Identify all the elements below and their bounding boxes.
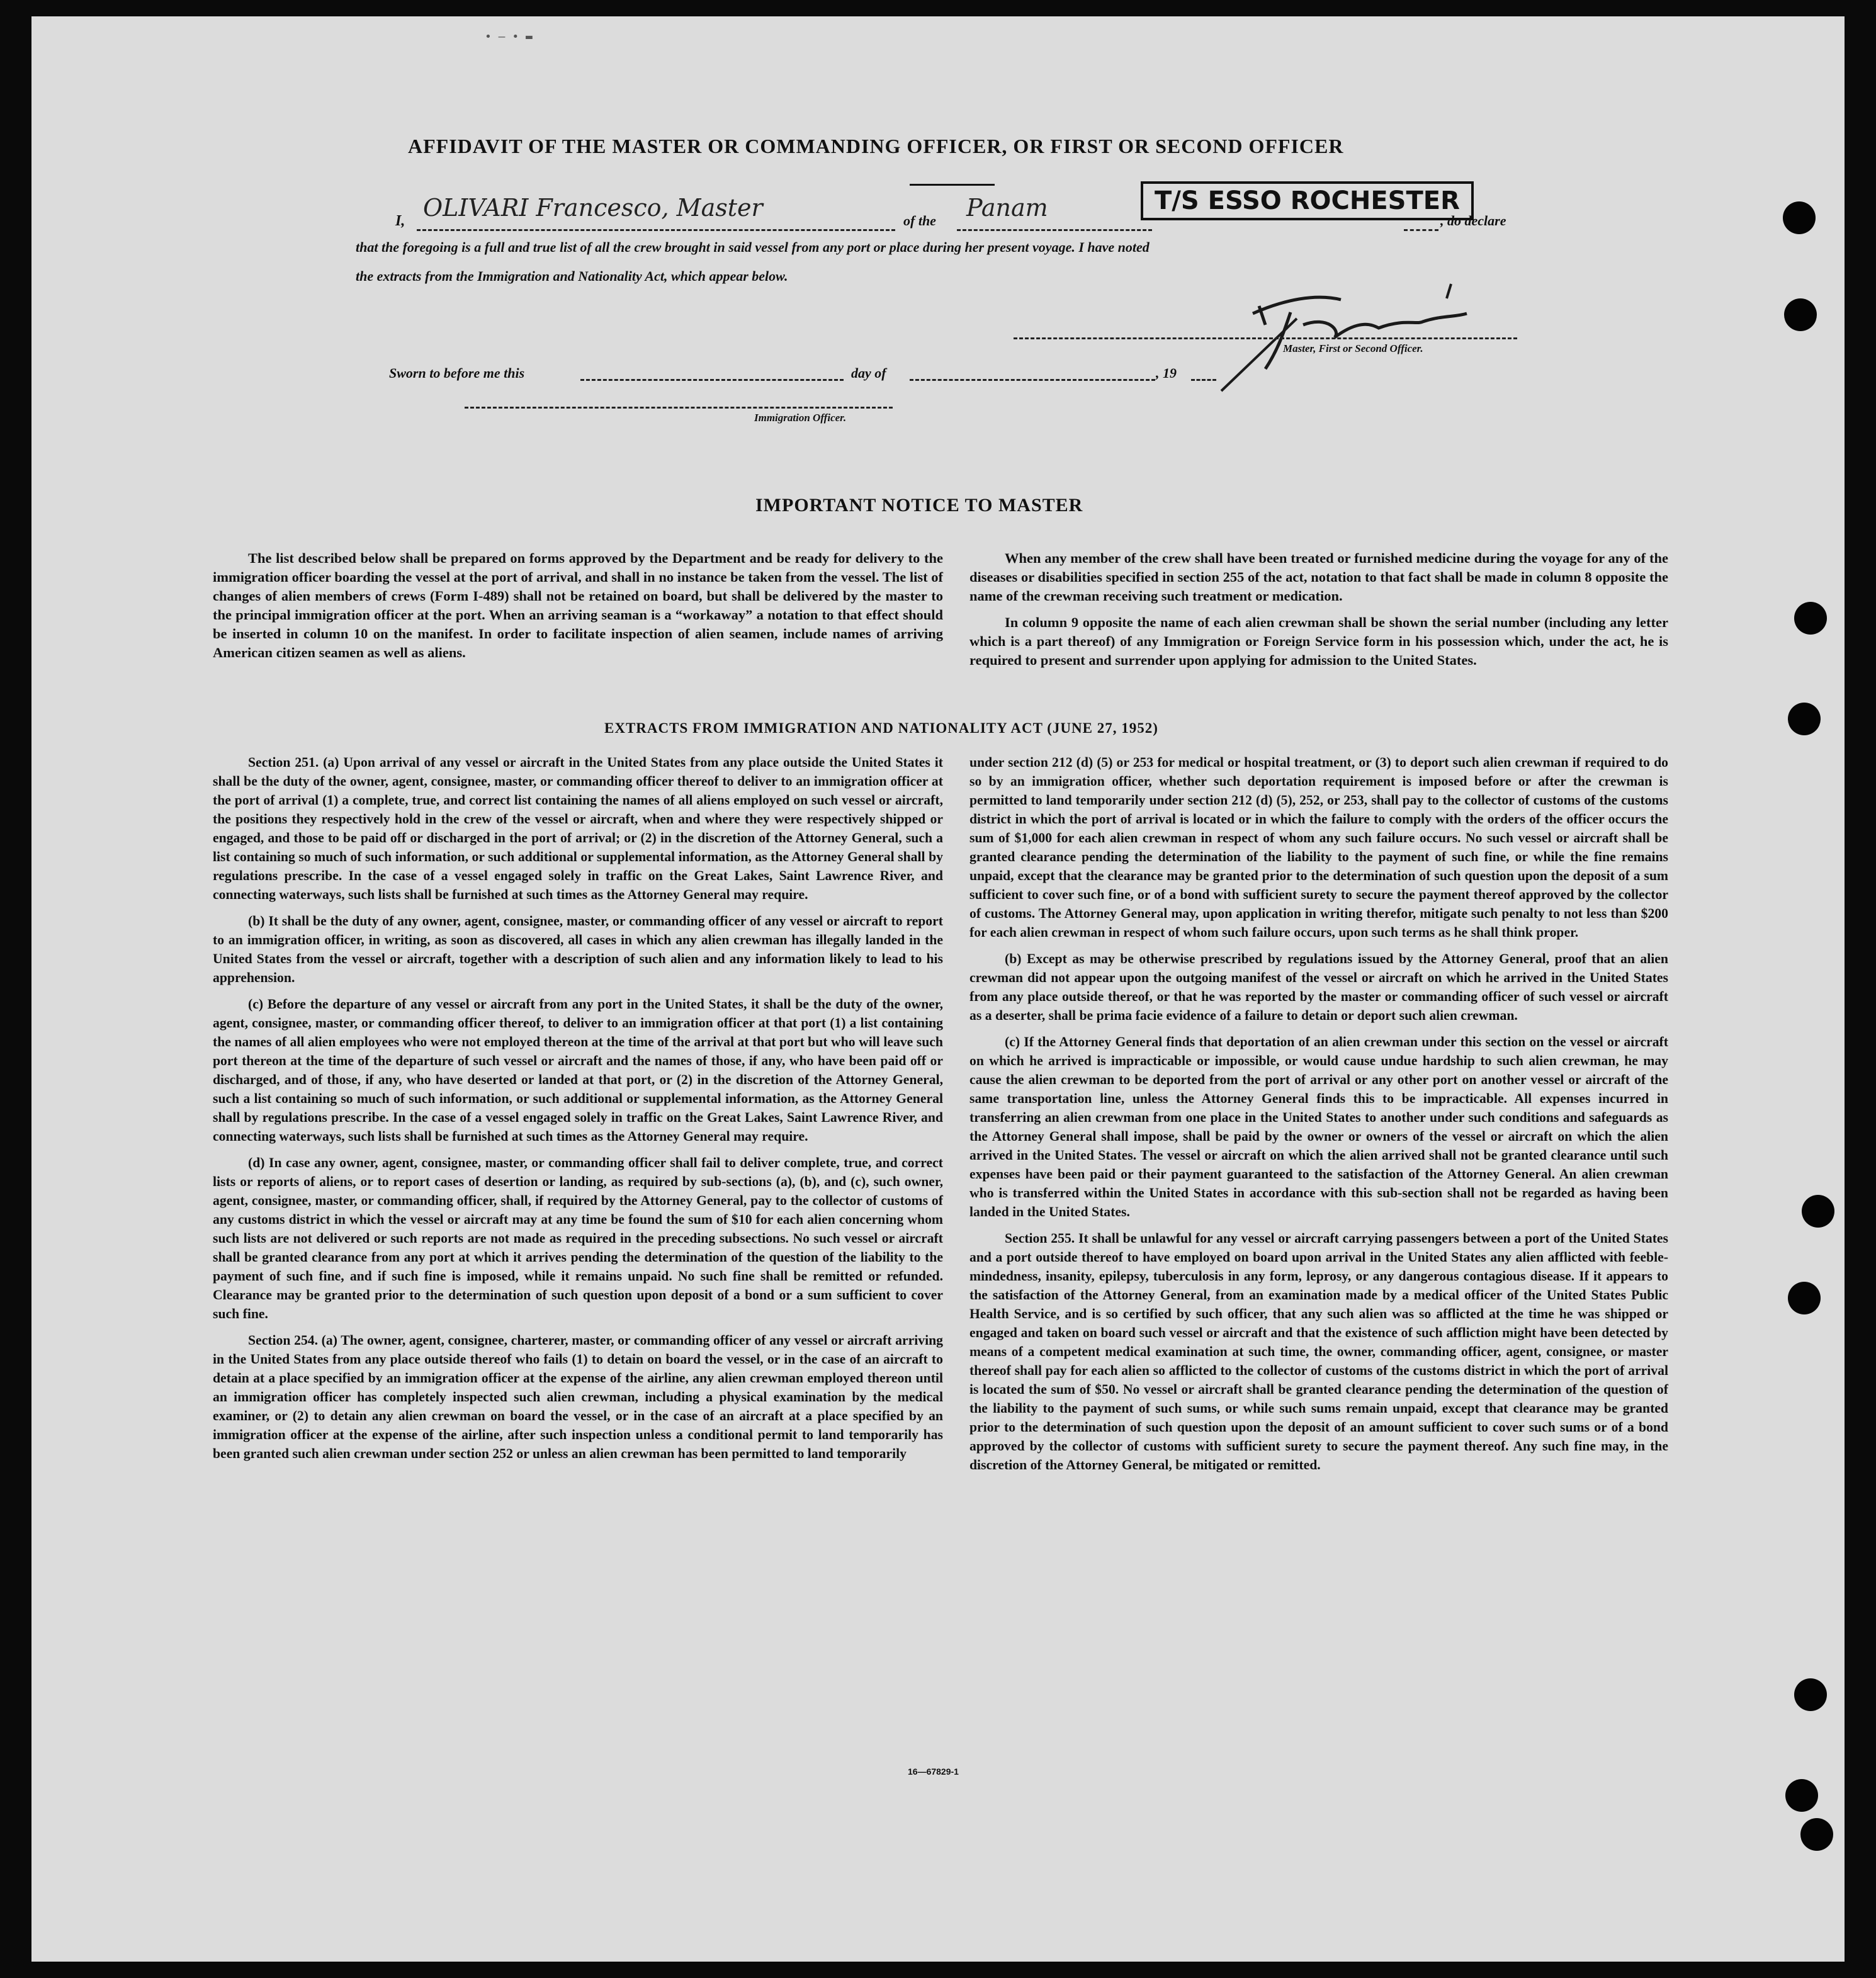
of-the-label: of the [903,213,936,229]
notice-right-column [969,549,1668,677]
declaration-line-2: that the foregoing is a full and true list of all the crew brought in said vessel from any port or place during her present voyage. I have noted [356,239,1150,255]
extract-section-251a: Section 251. (a) Upon arrival of any vessel or aircraft in the United States from any place outside the United States it shall be the duty of the owner, agent, consignee, master, or commanding officer thereof to deliver to an immigration officer at the port of arrival (1) a complete, true, and correct list containing the names of all aliens employed on such vessel or aircraft, the positions they respectively hold in the crew of the vessel or aircraft, when and where they were respectively shipped or engaged, and those to be paid off or discharged in the port of arrival; or (2) in the discretion of the Attorney General, such a list containing so much of such information, or such additional or supplemental information, as the Attorney General shall by regulations prescribe. In the case of a vessel engaged solely in traffic on the Great Lakes, Saint Lawrence River, and connecting waterways, such lists shall be furnished at such times as the Attorney General may require. [213,755,943,902]
punch-hole [1788,1282,1821,1314]
sworn-label: Sworn to before me this [389,365,525,381]
punch-hole [1788,703,1821,735]
extracts-title: EXTRACTS FROM IMMIGRATION AND NATIONALITY ACT (JUNE 27, 1952) [604,720,1158,736]
sworn-month-blank [910,379,1155,381]
declaration-i: I, [395,213,405,229]
flag-handwritten: Panam [966,194,1048,222]
extract-section-254a-continued: under section 212 (d) (5) or 253 for medical or hospital treatment, or (3) to deport such alien crewman if required to do so by an immigration officer, whether such deportation requirement is imposed before or after the crewman is permitted to land temporarily under section 212 (d) (5), 252, or 253, shall pay to the collector of customs of the customs district in which the port of arrival is located or in which the failure to comply with the orders of the officer occurs the sum of $1,000 for each alien crewman in respect of whom any such failure occurs. No such vessel or aircraft shall be granted clearance pending the determination of the liability to the payment of such fine, or while the fine remains unpaid, except that the clearance may be granted prior to the determination of such question upon the deposit of a sum sufficient to cover such fine, or of a bond with sufficient surety to secure the payment thereof approved by the collector of customs. The Attorney General may, upon application in writing therefor, mitigate such penalty to not less than $200 for each alien crewman in respect of whom such failure occurs, upon such terms as he shall think proper. [969,755,1668,940]
extracts-left-column [213,753,943,1471]
punch-hole [1794,602,1827,635]
affidavit-title: AFFIDAVIT OF THE MASTER OR COMMANDING OFFICER, OR FIRST OR SECOND OFFICER [408,135,1344,157]
extracts-right-column [969,753,1668,1482]
notice-title: IMPORTANT NOTICE TO MASTER [755,495,1083,516]
master-name-handwritten: OLIVARI Francesco, Master [423,194,763,222]
form-number: 16—67829-1 [908,1766,959,1777]
notice-left-paragraph: The list described below shall be prepared on forms approved by the Department and be ready for delivery to the immigration officer boarding the vessel at the port of arrival, and shall in no instance be taken from the vessel. The list of changes of alien members of crews (Form I-489) shall not be retained on board, but shall be delivered by the master to the principal immigration officer at the port. When an arriving seaman is a “workaway” a notation to that effect should be inserted in column 10 on the manifest. In order to facilitate inspection of alien seamen, include names of arriving American citizen seamen as well as aliens. [213,550,943,660]
vessel-blank [1404,229,1438,231]
signature-caption: Master, First or Second Officer. [1283,342,1423,354]
name-blank [417,229,895,231]
extract-section-254c: (c) If the Attorney General finds that deportation of an alien crewman under this section on the vessel or aircraft on which he arrived is impracticable or impossible, or would cause undue hardship to such alien crewman, he may cause the alien crewman to be deported from the port of arrival or any other port on another vessel or aircraft of the same transportation line, unless the Attorney General finds this to be impracticable. All expenses incurred in transferring an alien crewman from one place in the United States to another under such conditions and safeguards as the Attorney General shall impose, shall be paid by the owner or owners of the vessel or aircraft on which the alien arrived in the United States. The vessel or aircraft on which the alien arrived shall not be granted clearance until such expenses have been paid or their payment guaranteed to the satisfaction of the Attorney General. An alien crewman who is transferred within the United States in accordance with this sub-section shall not be regarded as having been landed in the United States. [969,1034,1668,1219]
title-rule [910,184,995,186]
day-of-label: day of [851,365,886,381]
extract-section-251d: (d) In case any owner, agent, consignee, master, or commanding officer shall fail to deliver complete, true, and correct lists or reports of aliens, or to report cases of desertion or landing, as required by sub-sections (a), (b), and (c), such owner, agent, consignee, master, or commanding officer, shall, if required by the Attorney General, pay to the collector of customs of any customs district in which the vessel or aircraft may at any time be found the sum of $10 for each alien concerning whom such lists are not delivered or such reports are not made as required in the preceding subsections. No such vessel or aircraft shall be granted clearance from any port at which it arrives pending the determination of the question of the liability to the payment of such fine, and if such fine is imposed, while it remains unpaid. No such fine shall be remitted or refunded. Clearance may be granted prior to the determination of such question upon deposit of a bond or a sum sufficient to cover such fine. [213,1155,943,1321]
extract-section-254b: (b) Except as may be otherwise prescribed by regulations issued by the Attorney General, proof that an alien crewman did not appear upon the outgoing manifest of the vessel or aircraft on which he arrived in the United States from any place outside thereof, or that he was reported by the master or commanding officer of such vessel or aircraft as a deserter, shall be prima facie evidence of a failure to detain or deport such alien crewman. [969,951,1668,1023]
extract-section-251c: (c) Before the departure of any vessel or aircraft from any port in the United States, it shall be the duty of the owner, agent, consignee, master, or commanding officer thereof, to deliver to an immigration officer at that port (1) a list containing the names of all alien employees who were not employed thereon at the time of the arrival at that port but who will leave such port thereon at the time of the departure of such vessel or aircraft and the names of those, if any, who have been paid off or discharged, and of those, if any, who have deserted or landed at that port, or (2) in the discretion of the Attorney General, such a list containing so much of such information, or such additional or supplemental information, as the Attorney General shall by regulations prescribe. In the case of a vessel engaged solely in traffic on the Great Lakes, Saint Lawrence River, and connecting waterways, such lists shall be furnished at such times as the Attorney General may require. [213,997,943,1144]
notice-left-column [213,549,943,670]
extract-section-255: Section 255. It shall be unlawful for any vessel or aircraft carrying passengers between a port of the United States and a port outside thereof to have employed on board upon arrival in the United States any alien afflicted with feeble-mindedness, insanity, epilepsy, tuberculosis in any form, leprosy, or any dangerous contagious disease. If it appears to the satisfaction of the Attorney General, from an examination made by a medical officer of the United States Public Health Service, and is so certified by such officer, that any such alien was so afflicted at the time he was shipped or engaged and taken on board such vessel or aircraft and that the existence of such affliction might have been detected by means of a competent medical examination at such time, the owner, commanding officer, agent, consignee, or master thereof shall pay for each alien so afflicted to the collector of customs of the customs district in which the port of arrival is located the sum of $50. No vessel or aircraft shall be granted clearance pending the determination of the question of the liability to the payment of such sums, or while such sums remain unpaid, except that clearance may be granted prior to the determination of such question upon the deposit of an amount sufficient to cover such sums or of a bond approved by the collector of customs with sufficient surety to secure the payment thereof. Any such fine may, in the discretion of the Attorney General, be mitigated or remitted. [969,1231,1668,1472]
vessel-name-stamp: T/S ESSO ROCHESTER [1141,181,1474,220]
punch-hole [1802,1195,1834,1228]
punch-hole [1783,201,1816,234]
punch-hole [1800,1818,1833,1851]
officer-line [465,407,893,409]
sworn-year-blank [1191,379,1216,381]
document-page [31,16,1845,1962]
year-label: , 19 [1156,365,1177,381]
notice-right-paragraph-2: In column 9 opposite the name of each alien crewman shall be shown the serial number (including any letter which is a part thereof) of any Immigration or Foreign Service form in his possession which, under the act, he is required to present and surrender upon applying for admission to the United States. [969,614,1668,668]
scan-marks: • — • ▬ [485,30,533,43]
signature-line [1014,337,1517,339]
extract-section-251b: (b) It shall be the duty of any owner, agent, consignee, master, or commanding officer of any vessel or aircraft to report to an immigration officer, in writing, as soon as discovered, all cases in which any alien crewman has illegally landed in the United States from the vessel or aircraft, together with a description of such alien and any information likely to lead to his apprehension. [213,913,943,985]
declaration-line-3: the extracts from the Immigration and Nationality Act, which appear below. [356,268,788,284]
punch-hole [1784,298,1817,331]
notice-right-paragraph-1: When any member of the crew shall have been treated or furnished medicine during the voyage for any of the diseases or disabilities specified in section 255 of the act, notation to that fact shall be made in column 8 opposite the name of the crewman receiving such treatment or medication. [969,550,1668,604]
flag-blank [957,229,1152,231]
extract-section-254a: Section 254. (a) The owner, agent, consignee, charterer, master, or commanding officer of any vessel or aircraft arriving in the United States from any place outside thereof who fails (1) to detain on board the vessel, or in the case of an aircraft to detain at a place specified by an immigration officer at the expense of the airline, any alien crewman employed thereon until an immigration officer has completely inspected such alien crewman, including a physical examination by the medical examiner, or (2) to detain any alien crewman on board the vessel, or in the case of an aircraft at a place specified by an immigration officer at the expense of the airline, after such inspection unless a conditional permit to land temporarily has been granted such alien crewman under section 252 or unless an alien crewman has been permitted to land temporarily [213,1333,943,1461]
sworn-day-blank [580,379,844,381]
punch-hole [1785,1779,1818,1812]
officer-caption: Immigration Officer. [754,412,847,424]
do-declare-label: , do declare [1440,213,1506,229]
punch-hole [1794,1678,1827,1711]
